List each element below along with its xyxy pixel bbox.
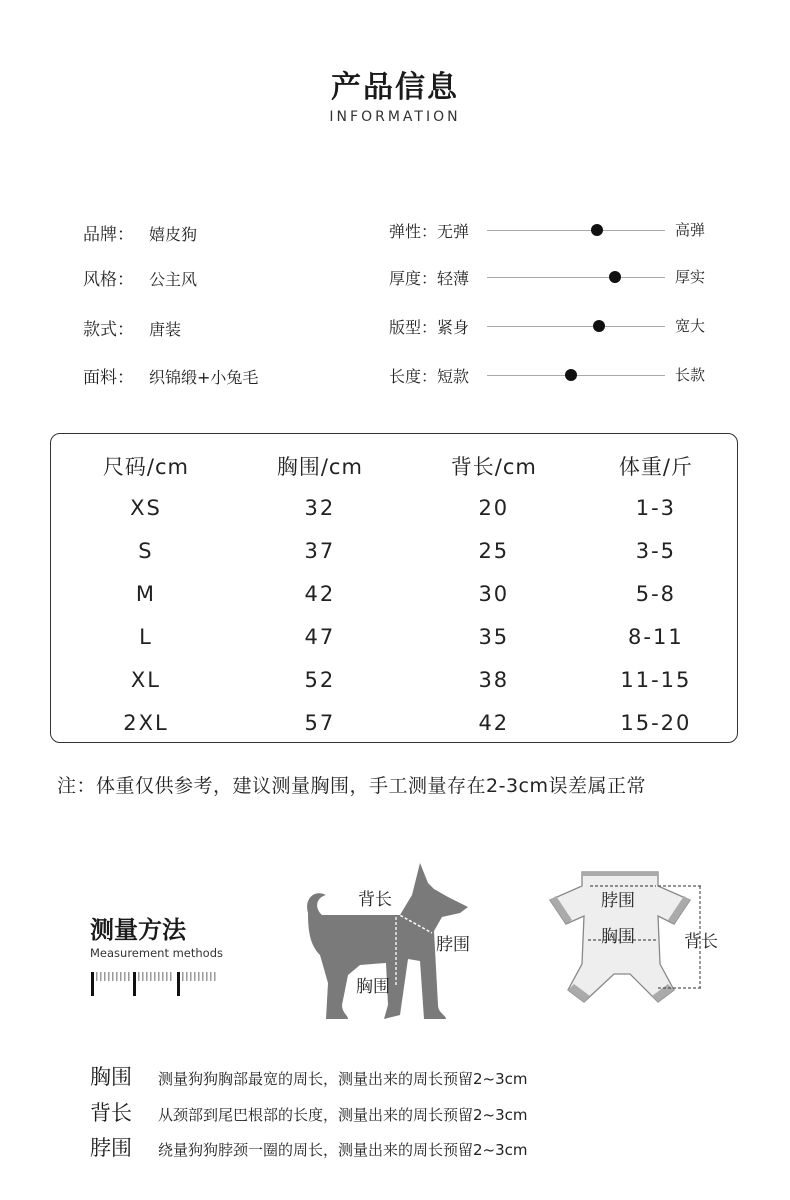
slider-elasticity [389, 219, 719, 243]
table-row [59, 486, 731, 529]
table-cell: 5-8 [635, 581, 677, 606]
slider-left-label: 紧身 [437, 318, 470, 337]
table-cell: 38 [478, 667, 510, 692]
table-row [59, 529, 731, 572]
slider-track [487, 277, 665, 278]
method-subtitle: Measurement methods [90, 946, 224, 960]
slider-fit [389, 315, 719, 339]
table-cell: 3-5 [635, 538, 677, 563]
table-row [59, 701, 731, 744]
slider-left-label: 轻薄 [437, 269, 470, 288]
slider-left-label: 无弹 [437, 222, 470, 241]
table-cell: 11-15 [620, 667, 692, 692]
slider-right-label: 宽大 [675, 317, 706, 335]
slider-dot [565, 369, 577, 381]
slider-dot [609, 271, 621, 283]
attribute-fabric [83, 363, 258, 388]
dog-chest-label: 胸围 [356, 977, 390, 997]
table-cell: 20 [478, 495, 510, 520]
table-cell: 52 [304, 667, 336, 692]
description-chest [90, 1061, 528, 1091]
slider-label: 弹性： [389, 222, 438, 241]
attribute-value: 唐装 [149, 320, 182, 339]
shirt-back-label: 背长 [684, 932, 718, 952]
description-term: 脖围 [90, 1136, 132, 1160]
description-term: 胸围 [90, 1065, 132, 1089]
slider-right-label: 长款 [675, 366, 706, 384]
table-cell: 42 [304, 581, 336, 606]
table-cell: XL [130, 667, 161, 692]
table-cell: 30 [478, 581, 510, 606]
table-cell: 15-20 [620, 710, 692, 735]
table-cell: 35 [478, 624, 510, 649]
attribute-value: 公主风 [149, 270, 198, 289]
description-text: 测量狗狗胸部最宽的周长，测量出来的周长预留2~3cm [158, 1070, 528, 1088]
attribute-value: 织锦缎+小兔毛 [149, 368, 259, 387]
shirt-chest-label: 胸围 [601, 927, 635, 947]
slider-right-label: 厚实 [675, 268, 706, 286]
table-row [59, 615, 731, 658]
page-title: 产品信息 [331, 70, 459, 105]
table-cell: 2XL [123, 710, 169, 735]
size-table [59, 446, 731, 744]
slider-right-label: 高弹 [675, 221, 706, 239]
table-cell: 57 [304, 710, 336, 735]
dog-neck-label: 脖围 [436, 935, 470, 955]
shirt-neck-label: 脖围 [601, 891, 635, 911]
table-cell: 42 [478, 710, 510, 735]
slider-dot [593, 320, 605, 332]
page-subtitle: INFORMATION [329, 109, 461, 125]
column-header: 背长/cm [450, 455, 537, 479]
table-cell: 32 [304, 495, 336, 520]
table-row [59, 658, 731, 701]
column-header: 体重/斤 [618, 455, 693, 479]
measurement-note: 注：体重仅供参考，建议测量胸围，手工测量存在2-3cm误差属正常 [57, 775, 646, 797]
ruler-icon [90, 968, 220, 998]
table-cell: XS [130, 495, 162, 520]
table-cell: 1-3 [635, 495, 677, 520]
dog-back-label: 背长 [358, 890, 392, 910]
table-cell: M [135, 581, 157, 606]
attribute-label: 风格： [83, 270, 134, 290]
table-header-row [59, 446, 731, 486]
attribute-label: 面料： [83, 368, 134, 388]
description-neck [90, 1132, 528, 1162]
attribute-label: 款式： [83, 320, 134, 340]
method-title: 测量方法 [90, 916, 186, 944]
table-cell: 8-11 [628, 624, 684, 649]
attribute-brand [83, 220, 197, 245]
slider-thickness [389, 266, 719, 290]
attribute-style [83, 265, 197, 290]
slider-label: 版型： [389, 318, 438, 337]
table-row [59, 572, 731, 615]
slider-label: 厚度： [389, 269, 438, 288]
attribute-design [83, 315, 181, 340]
attribute-value: 嬉皮狗 [149, 225, 198, 244]
description-back [90, 1097, 528, 1127]
size-chart [50, 433, 738, 743]
table-cell: 47 [304, 624, 336, 649]
slider-dot [591, 224, 603, 236]
slider-track [487, 230, 665, 231]
slider-length [389, 364, 719, 388]
slider-left-label: 短款 [437, 367, 470, 386]
description-text: 从颈部到尾巴根部的长度，测量出来的周长预留2~3cm [158, 1106, 528, 1124]
column-header: 尺码/cm [102, 455, 189, 479]
slider-track [487, 326, 665, 327]
slider-label: 长度： [389, 367, 438, 386]
column-header: 胸围/cm [276, 455, 363, 479]
description-term: 背长 [90, 1101, 132, 1125]
attribute-label: 品牌： [83, 225, 134, 245]
table-cell: L [139, 624, 153, 649]
table-cell: 25 [478, 538, 510, 563]
table-cell: S [138, 538, 154, 563]
table-cell: 37 [304, 538, 336, 563]
description-text: 绕量狗狗脖颈一圈的周长，测量出来的周长预留2~3cm [158, 1141, 528, 1159]
